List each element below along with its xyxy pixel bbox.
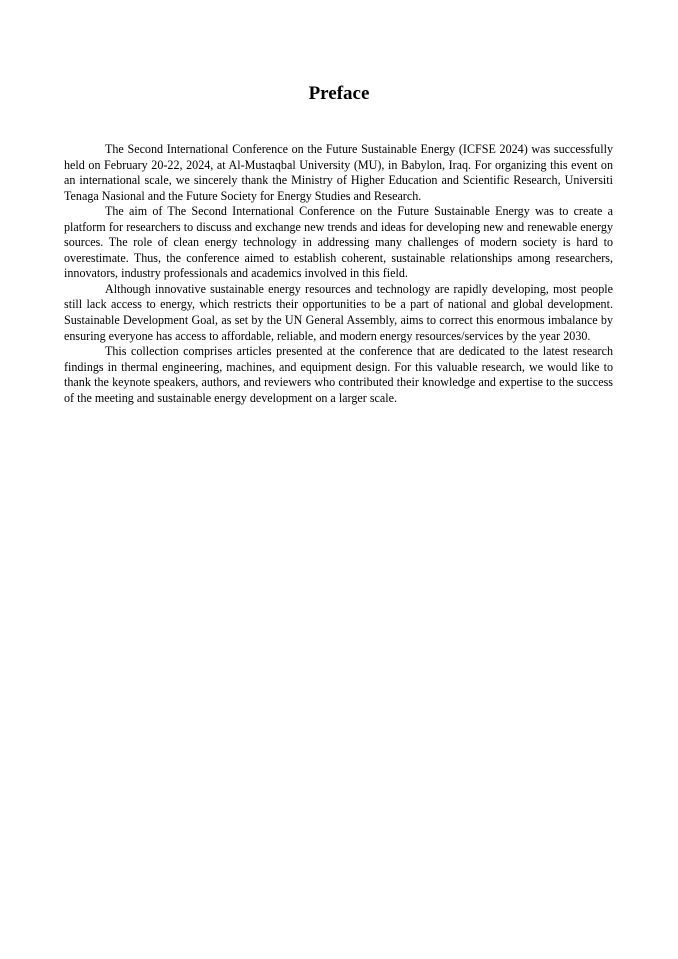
- paragraph-conference-aim: The aim of The Second International Conference on the Future Sustainable Energy was to create a platform for researchers to discuss and exchange new trends and ideas for developing new and renewable energy sources. The role of clean energy technology in addressing many challenges of modern society is hard to overestimate. Thus, the conference aimed to establish coherent, sustainable relationships among researchers, innovators, industry professionals and academics involved in this field.: [64, 204, 613, 281]
- preface-body: [64, 142, 613, 406]
- paragraph-conference-intro: The Second International Conference on the Future Sustainable Energy (ICFSE 2024) was successfully held on February 20-22, 2024, at Al-Mustaqbal University (MU), in Babylon, Iraq. For organizing this event on an international scale, we sincerely thank the Ministry of Higher Education and Scientific Research, Universiti Tenaga Nasional and the Future Society for Energy Studies and Research.: [64, 142, 613, 203]
- paragraph-collection-thanks: This collection comprises articles presented at the conference that are dedicated to the latest research findings in thermal engineering, machines, and equipment design. For this valuable research, we would like to thank the keynote speakers, authors, and reviewers who contributed their knowledge and expertise to the success of the meeting and sustainable energy development on a larger scale.: [64, 344, 613, 405]
- paragraph-energy-access: Although innovative sustainable energy resources and technology are rapidly developing, most people still lack access to energy, which restricts their opportunities to be a part of national and global development. Sustainable Development Goal, as set by the UN General Assembly, aims to correct this enormous imbalance by ensuring everyone has access to affordable, reliable, and modern energy resources/services by the year 2030.: [64, 281, 613, 343]
- page-title: Preface: [308, 83, 370, 104]
